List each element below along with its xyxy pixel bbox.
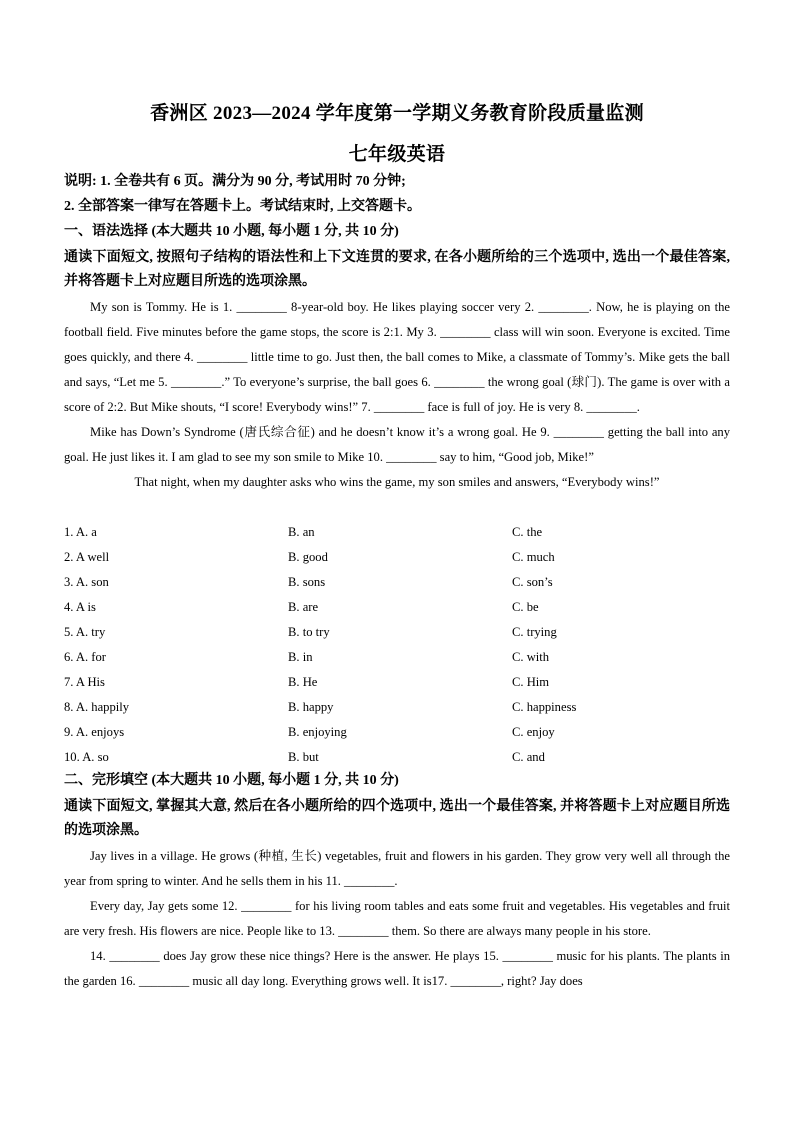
option-a: 1. A. a xyxy=(64,525,97,539)
option-b: B. an xyxy=(288,525,315,539)
section1-paragraph-2: Mike has Down’s Syndrome (唐氏综合征) and he doesn’t know it’s a wrong goal. He 9. ________ getting the ball into any goal. He just likes it. I am glad to see my son smile to Mike 10. ________ say to him, “Good job, Mike!” xyxy=(64,425,730,464)
section2-paragraph-1: Jay lives in a village. He grows (种植, 生长) vegetables, fruit and flowers in his garden. They grow very well all through the year from spring to winter. And he sells them in his 11. ________. xyxy=(64,849,730,888)
option-c: C. enjoy xyxy=(512,725,555,739)
option-row xyxy=(64,745,730,770)
option-c: C. happiness xyxy=(512,700,577,714)
option-c: C. be xyxy=(512,600,539,614)
section1-paragraph-3: That night, when my daughter asks who wins the game, my son smiles and answers, “Everybody wins!” xyxy=(134,475,660,489)
option-row xyxy=(64,620,730,645)
section2-paragraph-2: Every day, Jay gets some 12. ________ for his living room tables and eats some fruit and vegetables. His vegetables and fruit are very fresh. His flowers are nice. People like to 13. ________ them. So there are always many people in his store. xyxy=(64,899,730,938)
section2-heading: 二、完形填空 (本大题共 10 小题, 每小题 1 分, 共 10 分) xyxy=(64,773,399,788)
section1-paragraph-1: My son is Tommy. He is 1. ________ 8-year-old boy. He likes playing soccer very 2. ________. Now, he is playing on the football field. Five minutes before the game stops, the score is 2:1. My 3. ________ class will win soon. Everyone is excited. Time goes quickly, and there 4. ________ little time to go. Just then, the ball comes to Mike, a classmate of Tommy’s. Mike gets the ball and says, “Let me 5. ________.” To everyone’s surprise, the ball goes 6. ________ the wrong goal (球门). The game is over with a score of 2:2. But Mike shouts, “I score! Everybody wins!” 7. ________ face is full of joy. He is very 8. ________. xyxy=(64,300,730,414)
option-row xyxy=(64,645,730,670)
option-a: 6. A. for xyxy=(64,650,106,664)
option-a: 5. A. try xyxy=(64,625,106,639)
option-a: 4. A is xyxy=(64,600,96,614)
section1-instruction: 通读下面短文, 按照句子结构的语法性和上下文连贯的要求, 在各小题所给的三个选项中, 选出一个最佳答案, 并将答题卡上对应题目所选的选项涂黑。 xyxy=(64,250,730,289)
section2-passage xyxy=(64,844,730,994)
option-c: C. Him xyxy=(512,675,550,689)
option-c: C. with xyxy=(512,650,550,664)
section1-options xyxy=(64,520,730,770)
note-2: 2. 全部答案一律写在答题卡上。考试结束时, 上交答题卡。 xyxy=(64,199,421,214)
option-c: C. and xyxy=(512,750,545,764)
option-row xyxy=(64,695,730,720)
option-b: B. but xyxy=(288,750,319,764)
section2-instruction: 通读下面短文, 掌握其大意, 然后在各小题所给的四个选项中, 选出一个最佳答案, 并将答题卡上对应题目所选的选项涂黑。 xyxy=(64,799,730,838)
option-b: B. happy xyxy=(288,700,334,714)
option-c: C. much xyxy=(512,550,555,564)
note-1: 说明: 1. 全卷共有 6 页。满分为 90 分, 考试用时 70 分钟; xyxy=(64,174,406,189)
option-c: C. trying xyxy=(512,625,557,639)
option-c: C. the xyxy=(512,525,543,539)
option-b: B. in xyxy=(288,650,313,664)
exam-subtitle: 七年级英语 xyxy=(348,144,446,165)
option-row xyxy=(64,545,730,570)
option-b: B. are xyxy=(288,600,319,614)
exam-title: 香洲区 2023—2024 学年度第一学期义务教育阶段质量监测 xyxy=(150,103,644,124)
option-c: C. son’s xyxy=(512,575,553,589)
section2-paragraph-3: 14. ________ does Jay grow these nice things? Here is the answer. He plays 15. ________ music for his plants. The plants in the garden 16. ________ music all day long. Everything grows well. It is17. ________, right? Jay does xyxy=(64,949,730,988)
option-a: 10. A. so xyxy=(64,750,109,764)
option-a: 3. A. son xyxy=(64,575,109,589)
option-b: B. enjoying xyxy=(288,725,347,739)
option-b: B. sons xyxy=(288,575,326,589)
option-a: 7. A His xyxy=(64,675,105,689)
option-row xyxy=(64,520,730,545)
section1-heading: 一、语法选择 (本大题共 10 小题, 每小题 1 分, 共 10 分) xyxy=(64,224,399,239)
option-row xyxy=(64,570,730,595)
option-row xyxy=(64,670,730,695)
option-b: B. to try xyxy=(288,625,330,639)
option-a: 8. A. happily xyxy=(64,700,130,714)
option-a: 2. A well xyxy=(64,550,110,564)
option-a: 9. A. enjoys xyxy=(64,725,125,739)
section1-passage xyxy=(64,295,730,495)
option-row xyxy=(64,720,730,745)
option-row xyxy=(64,595,730,620)
option-b: B. good xyxy=(288,550,328,564)
option-b: B. He xyxy=(288,675,318,689)
